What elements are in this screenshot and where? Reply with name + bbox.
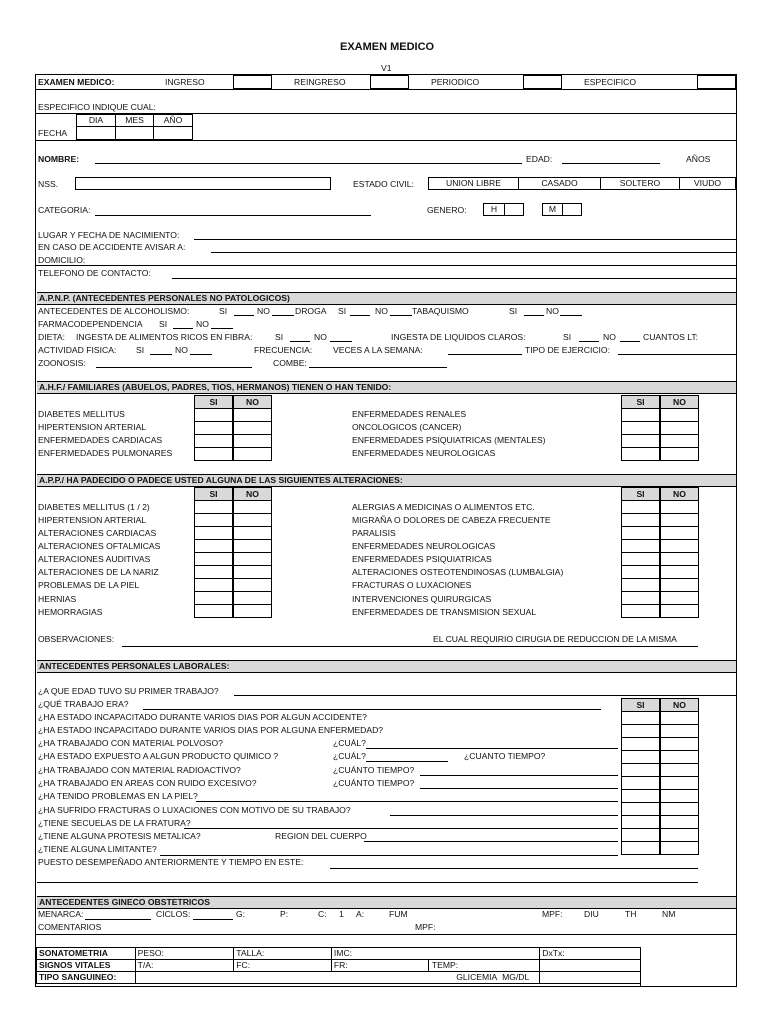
laborales-no-cell[interactable]	[660, 711, 699, 725]
ingreso-checkbox[interactable]	[233, 75, 272, 89]
q-limitante: ¿TIENE ALGUNA LIMITANTE?	[38, 844, 157, 854]
imc-cell[interactable]: IMC:	[331, 948, 539, 960]
comentarios-label: COMENTARIOS	[38, 922, 102, 932]
app-right-si-cell[interactable]	[621, 500, 660, 514]
cuantos-lt-label: CUANTOS LT:	[643, 332, 699, 342]
liquidos-no: NO	[603, 332, 616, 342]
alcoholismo-no-field[interactable]	[272, 315, 294, 316]
laborales-si-cell[interactable]	[621, 763, 660, 777]
exam-type-ingreso: INGRESO	[165, 77, 205, 87]
especifico-label: ESPECIFICO INDIQUE CUAL:	[38, 102, 156, 112]
fibra-si: SI	[275, 332, 284, 342]
farmaco-label: FARMACODEPENDENCIA	[38, 319, 143, 329]
laborales-title: ANTECEDENTES PERSONALES LABORALES:	[39, 661, 230, 671]
app-right-no-cell[interactable]	[660, 539, 699, 553]
app-left-no-cell[interactable]	[233, 552, 272, 566]
domicilio-label: DOMICILIO:	[38, 255, 86, 265]
ahf-right-col-no: NO	[660, 395, 699, 409]
divider	[35, 89, 737, 90]
estado-civil-casado[interactable]: CASADO	[518, 177, 601, 190]
app-right-si-cell[interactable]	[621, 539, 660, 553]
app-left-item: ALTERACIONES CARDIACAS	[38, 528, 157, 538]
laborales-no-cell[interactable]	[660, 724, 699, 738]
q-polvoso: ¿HA TRABAJADO CON MATERIAL POLVOSO?	[38, 738, 223, 748]
ahf-left-item: ENFERMEDADES PULMONARES	[38, 448, 173, 458]
actividad-label: ACTIVIDAD FISICA:	[38, 345, 117, 355]
fibra-si-field[interactable]	[290, 341, 310, 342]
liquidos-si: SI	[563, 332, 572, 342]
frame-left	[35, 74, 36, 987]
ahf-right-item: ENFERMEDADES NEUROLOGICAS	[352, 448, 496, 458]
ta-cell[interactable]: T/A:	[135, 960, 234, 972]
ciclos-label: CICLOS:	[156, 909, 191, 919]
sonatometria-label: SONATOMETRIA	[37, 948, 136, 960]
app-right-no-cell[interactable]	[660, 526, 699, 540]
nss-input[interactable]	[75, 177, 331, 190]
app-left-item: PROBLEMAS DE LA PIEL	[38, 580, 140, 590]
ahf-left-item: DIABETES MELLITUS	[38, 409, 125, 419]
region-field[interactable]	[364, 841, 618, 842]
app-right-no-cell[interactable]	[660, 578, 699, 592]
tabaquismo-si-field[interactable]	[524, 315, 544, 316]
edad-field[interactable]	[562, 163, 660, 164]
q-limitante-field[interactable]	[160, 855, 618, 856]
app-left-no-cell[interactable]	[233, 526, 272, 540]
laborales-no-cell[interactable]	[660, 737, 699, 751]
laborales-si-cell[interactable]	[621, 815, 660, 829]
q-trabajo-field[interactable]	[143, 709, 601, 710]
q-puesto: PUESTO DESEMPEÑADO ANTERIORMENTE Y TIEMPO EN ESTE:	[38, 857, 304, 867]
genero-h[interactable]: H	[483, 203, 505, 216]
combe-label: COMBE:	[273, 358, 307, 368]
apnp-header	[37, 292, 736, 305]
divider	[35, 934, 737, 935]
app-right-no-cell[interactable]	[660, 565, 699, 579]
domicilio-field[interactable]	[35, 265, 737, 266]
telefono-label: TELEFONO DE CONTACTO:	[38, 268, 151, 278]
fecha-dia-input[interactable]	[76, 126, 116, 140]
telefono-field[interactable]	[172, 278, 736, 279]
laborales-header	[37, 660, 736, 673]
alcoholismo-no: NO	[257, 306, 270, 316]
nm-label: NM	[662, 909, 676, 919]
cual-field[interactable]	[366, 761, 448, 762]
genero-m[interactable]: M	[542, 203, 563, 216]
p-label: P:	[280, 909, 289, 919]
app-left-si-cell[interactable]	[194, 552, 233, 566]
ahf-left-col-si: SI	[194, 395, 233, 409]
fecha-col-dia: DIA	[76, 114, 116, 127]
anos-label: AÑOS	[686, 154, 711, 164]
app-left-no-cell[interactable]	[233, 604, 272, 618]
app-right-si-cell[interactable]	[621, 565, 660, 579]
actividad-si-field[interactable]	[150, 354, 172, 355]
estado-civil-label: ESTADO CIVIL:	[353, 179, 414, 189]
laborales-col-no: NO	[660, 698, 699, 712]
app-right-item: PARALISIS	[352, 528, 396, 538]
genero-label: GENERO:	[427, 205, 467, 215]
ahf-left-item: ENFERMEDADES CARDIACAS	[38, 435, 163, 445]
ahf-right-no-cell[interactable]	[660, 447, 699, 461]
app-left-item: DIABETES MELLITUS (1 / 2)	[38, 502, 150, 512]
version-label: V1	[381, 63, 392, 73]
fecha-mes-input[interactable]	[115, 126, 154, 140]
q-edad-field[interactable]	[234, 695, 736, 696]
ahf-right-item: ENFERMEDADES PSIQUIATRICAS (MENTALES)	[352, 435, 546, 445]
ciclos-field[interactable]	[193, 919, 233, 920]
vitals-empty-cell[interactable]	[540, 972, 641, 984]
nss-label: NSS.	[38, 179, 59, 189]
app-right-item: MIGRAÑA O DOLORES DE CABEZA FRECUENTE	[352, 515, 551, 525]
fibra-no-field[interactable]	[330, 341, 352, 342]
cuanto-tiempo-label: ¿CUÁNTO TIEMPO?	[333, 765, 415, 775]
laborales-no-cell[interactable]	[660, 776, 699, 790]
laborales-si-cell[interactable]	[621, 841, 660, 855]
vitals-empty-cell[interactable]	[540, 960, 641, 972]
frame-bottom	[35, 986, 737, 987]
ahf-right-no-cell[interactable]	[660, 408, 699, 422]
q-quimico: ¿HA ESTADO EXPUESTO A ALGUN PRODUCTO QUIMICO ?	[38, 751, 279, 761]
fecha-ano-input[interactable]	[153, 126, 193, 140]
signos-label: SIGNOS VITALES	[37, 960, 136, 972]
ahf-left-si-cell[interactable]	[194, 434, 233, 448]
exam-label: EXAMEN MEDICO:	[38, 77, 115, 87]
vitals-right-border	[640, 947, 641, 987]
app-right-si-cell[interactable]	[621, 513, 660, 527]
especifico-checkbox[interactable]	[697, 75, 736, 89]
q-puesto-field-2[interactable]	[37, 882, 698, 883]
app-left-item: ALTERACIONES AUDITIVAS	[38, 554, 151, 564]
diu-label: DIU	[584, 909, 599, 919]
app-left-si-cell[interactable]	[194, 604, 233, 618]
exam-type-reingreso: REINGRESO	[294, 77, 346, 87]
nombre-label: NOMBRE:	[38, 154, 80, 164]
q-fracturas-field[interactable]	[390, 815, 618, 816]
exam-type-periodico: PERIODICO	[431, 77, 480, 87]
tipo-ejercicio-label: TIPO DE EJERCICIO:	[525, 345, 610, 355]
ahf-header	[37, 381, 736, 394]
cuanto-tiempo-label: ¿CUÁNTO TIEMPO?	[333, 778, 415, 788]
estado-civil-soltero[interactable]: SOLTERO	[600, 177, 680, 190]
laborales-no-cell[interactable]	[660, 789, 699, 803]
droga-si-field[interactable]	[350, 315, 370, 316]
app-right-col-si: SI	[621, 487, 660, 501]
q-radioactivo: ¿HA TRABAJADO CON MATERIAL RADIOACTIVO?	[38, 765, 241, 775]
app-header	[37, 474, 736, 487]
ahf-left-si-cell[interactable]	[194, 421, 233, 435]
app-right-item: ALTERACIONES OSTEOTENDINOSAS (LUMBALGIA)	[352, 567, 564, 577]
app-right-item: ALERGIAS A MEDICINAS O ALIMENTOS ETC.	[352, 502, 535, 512]
veces-semana-field[interactable]	[448, 354, 522, 355]
categoria-field[interactable]	[95, 215, 371, 216]
lugar-field[interactable]	[194, 239, 736, 240]
ahf-left-item: HIPERTENSION ARTERIAL	[38, 422, 147, 432]
estado-civil-union-libre[interactable]: UNION LIBRE	[428, 177, 519, 190]
apnp-title: A.P.N.P. (ANTECEDENTES PERSONALES NO PATOLOGICOS)	[39, 293, 290, 303]
app-right-no-cell[interactable]	[660, 591, 699, 605]
accidente-field[interactable]	[211, 252, 736, 253]
actividad-no: NO	[175, 345, 188, 355]
alcoholismo-si: SI	[219, 306, 228, 316]
app-left-no-cell[interactable]	[233, 565, 272, 579]
categoria-label: CATEGORIA:	[38, 205, 91, 215]
farmaco-no: NO	[196, 319, 209, 329]
laborales-no-cell[interactable]	[660, 841, 699, 855]
page-title: EXAMEN MEDICO	[340, 41, 435, 53]
laborales-col-si: SI	[621, 698, 660, 712]
app-left-no-cell[interactable]	[233, 500, 272, 514]
liquidos-no-field[interactable]	[620, 341, 640, 342]
ahf-right-si-cell[interactable]	[621, 434, 660, 448]
app-left-si-cell[interactable]	[194, 513, 233, 527]
q-edad: ¿A QUE EDAD TUVO SU PRIMER TRABAJO?	[38, 686, 219, 696]
farmaco-si-field[interactable]	[173, 328, 193, 329]
c-label: C:	[318, 909, 327, 919]
ahf-right-si-cell[interactable]	[621, 408, 660, 422]
tipo-sanguineo-label: TIPO SANGUINEO:	[37, 972, 136, 984]
app-left-no-cell[interactable]	[233, 578, 272, 592]
app-left-si-cell[interactable]	[194, 526, 233, 540]
fecha-label: FECHA	[38, 128, 68, 138]
app-right-col-no: NO	[660, 487, 699, 501]
ahf-left-no-cell[interactable]	[233, 447, 272, 461]
combe-field[interactable]	[309, 367, 447, 368]
droga-label: DROGA	[295, 306, 327, 316]
laborales-si-cell[interactable]	[621, 802, 660, 816]
temp-cell[interactable]: TEMP:	[431, 960, 459, 970]
app-left-no-cell[interactable]	[233, 513, 272, 527]
dxtx-cell[interactable]: DxTx:	[540, 948, 641, 960]
liquidos-si-field[interactable]	[579, 341, 599, 342]
laborales-si-cell[interactable]	[621, 776, 660, 790]
cuanto-tiempo-label: ¿CUANTO TIEMPO?	[464, 751, 546, 761]
glicemia-cell[interactable]	[135, 972, 540, 984]
q-protesis: ¿TIENE ALGUNA PROTESIS METALICA?	[38, 831, 201, 841]
divider	[35, 140, 737, 141]
ahf-right-item: ENFERMEDADES RENALES	[352, 409, 467, 419]
ahf-left-col-no: NO	[233, 395, 272, 409]
alcoholismo-si-field[interactable]	[234, 315, 254, 316]
cuanto-tiempo-field[interactable]	[420, 788, 618, 789]
app-left-si-cell[interactable]	[194, 578, 233, 592]
g-label: G:	[236, 909, 246, 919]
mgdl-label: MG/DL	[502, 972, 530, 982]
tipo-ejercicio-field[interactable]	[618, 354, 736, 355]
q-trabajo: ¿QUÉ TRABAJO ERA?	[38, 699, 129, 709]
glicemia-label: GLICEMIA	[456, 972, 498, 982]
ahf-left-si-cell[interactable]	[194, 447, 233, 461]
ahf-left-no-cell[interactable]	[233, 434, 272, 448]
farmaco-no-field[interactable]	[211, 328, 233, 329]
cual-field[interactable]	[366, 748, 618, 749]
app-right-si-cell[interactable]	[621, 578, 660, 592]
ahf-right-item: ONCOLOGICOS (CANCER)	[352, 422, 462, 432]
app-left-item: HERNIAS	[38, 594, 77, 604]
ahf-title: A.H.F./ FAMILIARES (ABUELOS, PADRES, TIOS, HERMANOS) TIENEN O HAN TENIDO:	[39, 382, 392, 392]
q-secuelas: ¿TIENE SECUELAS DE LA FRATURA?	[38, 818, 191, 828]
app-right-item: ENFERMEDADES PSIQUIATRICAS	[352, 554, 492, 564]
menarca-label: MENARCA:	[38, 909, 84, 919]
cuanto-tiempo-field[interactable]	[420, 775, 618, 776]
laborales-no-cell[interactable]	[660, 763, 699, 777]
app-left-no-cell[interactable]	[233, 591, 272, 605]
fecha-col-mes: MES	[115, 114, 154, 127]
observaciones-field[interactable]	[122, 646, 698, 647]
edad-label: EDAD:	[526, 154, 553, 164]
ahf-right-no-cell[interactable]	[660, 434, 699, 448]
gineco-title: ANTECEDENTES GINECO OBSTETRICOS	[39, 897, 210, 907]
fr-temp-cell	[331, 960, 539, 972]
app-left-item: HEMORRAGIAS	[38, 607, 103, 617]
fc-cell[interactable]: FC:	[234, 960, 332, 972]
laborales-si-cell[interactable]	[621, 750, 660, 764]
laborales-no-cell[interactable]	[660, 815, 699, 829]
app-right-si-cell[interactable]	[621, 526, 660, 540]
tabaquismo-no-field[interactable]	[560, 315, 582, 316]
tabaquismo-si: SI	[509, 306, 518, 316]
q-piel: ¿HA TENIDO PROBLEMAS EN LA PIEL?	[38, 791, 198, 801]
app-left-si-cell[interactable]	[194, 565, 233, 579]
peso-cell[interactable]: PESO:	[135, 948, 234, 960]
app-left-col-no: NO	[233, 487, 272, 501]
tabaquismo-no: NO	[546, 306, 559, 316]
q-secuelas-field[interactable]	[184, 828, 618, 829]
laborales-si-cell[interactable]	[621, 828, 660, 842]
th-label: TH	[625, 909, 637, 919]
laborales-no-cell[interactable]	[660, 802, 699, 816]
app-right-si-cell[interactable]	[621, 604, 660, 618]
app-right-no-cell[interactable]	[660, 552, 699, 566]
app-left-si-cell[interactable]	[194, 539, 233, 553]
reingreso-checkbox[interactable]	[370, 75, 409, 89]
ahf-right-no-cell[interactable]	[660, 421, 699, 435]
ahf-left-si-cell[interactable]	[194, 408, 233, 422]
estado-civil-viudo[interactable]: VIUDO	[679, 177, 736, 190]
lugar-label: LUGAR Y FECHA DE NACIMIENTO:	[38, 230, 180, 240]
app-right-si-cell[interactable]	[621, 591, 660, 605]
accidente-label: EN CASO DE ACCIDENTE AVISAR A:	[38, 242, 186, 252]
menarca-field[interactable]	[85, 919, 151, 920]
app-left-si-cell[interactable]	[194, 591, 233, 605]
vitals-table	[36, 947, 641, 984]
app-right-item: FRACTURAS O LUXACIONES	[352, 580, 472, 590]
tabaquismo-label: TABAQUISMO	[412, 306, 469, 316]
laborales-no-cell[interactable]	[660, 828, 699, 842]
q-enfermedad: ¿HA ESTADO INCAPACITADO DURANTE VARIOS DIAS POR ALGUNA ENFERMEDAD?	[38, 725, 384, 735]
ahf-left-no-cell[interactable]	[233, 421, 272, 435]
mpf2-label: MPF:	[415, 922, 436, 932]
laborales-si-cell[interactable]	[621, 737, 660, 751]
fr-cell[interactable]: FR:	[332, 960, 429, 971]
observaciones-label: OBSERVACIONES:	[38, 634, 115, 644]
q-puesto-field[interactable]	[330, 868, 698, 869]
app-left-col-si: SI	[194, 487, 233, 501]
droga-no: NO	[375, 306, 388, 316]
cual-label: ¿CUÁL?	[333, 751, 366, 761]
gineco-header	[37, 896, 736, 909]
zoonosis-label: ZOONOSIS:	[38, 358, 86, 368]
frame-right	[736, 74, 737, 987]
app-left-si-cell[interactable]	[194, 500, 233, 514]
q-piel-field[interactable]	[196, 801, 618, 802]
zoonosis-field[interactable]	[96, 367, 252, 368]
app-right-si-cell[interactable]	[621, 552, 660, 566]
talla-cell[interactable]: TALLA:	[234, 948, 332, 960]
app-left-item: ALTERACIONES OFTALMICAS	[38, 541, 161, 551]
app-title: A.P.P./ HA PADECIDO O PADECE USTED ALGUNA DE LAS SIGUIENTES ALTERACIONES:	[39, 475, 403, 485]
genero-h-checkbox[interactable]	[504, 203, 524, 216]
frecuencia-label: FRECUENCIA:	[254, 345, 313, 355]
farmaco-si: SI	[159, 319, 168, 329]
laborales-si-cell[interactable]	[621, 711, 660, 725]
ahf-left-no-cell[interactable]	[233, 408, 272, 422]
periodico-checkbox[interactable]	[523, 75, 562, 89]
app-right-no-cell[interactable]	[660, 513, 699, 527]
app-right-item: ENFERMEDADES NEUROLOGICAS	[352, 541, 496, 551]
alcoholismo-label: ANTECEDENTES DE ALCOHOLISMO:	[38, 306, 190, 316]
fibra-no: NO	[314, 332, 327, 342]
a-label: A:	[356, 909, 365, 919]
app-left-no-cell[interactable]	[233, 539, 272, 553]
app-right-no-cell[interactable]	[660, 604, 699, 618]
actividad-si: SI	[136, 345, 145, 355]
app-right-item: ENFERMEDADES DE TRANSMISION SEXUAL	[352, 607, 537, 617]
laborales-si-cell[interactable]	[621, 724, 660, 738]
nombre-field[interactable]	[95, 163, 522, 164]
ingesta-fibra-label: INGESTA DE ALIMENTOS RICOS EN FIBRA:	[76, 332, 253, 342]
actividad-no-field[interactable]	[190, 354, 212, 355]
laborales-no-cell[interactable]	[660, 750, 699, 764]
app-left-item: HIPERTENSION ARTERIAL	[38, 515, 147, 525]
c-value: 1	[339, 909, 344, 919]
droga-si: SI	[338, 306, 347, 316]
q-fracturas: ¿HA SUFRIDO FRACTURAS O LUXACIONES CON MOTIVO DE SU TRABAJO?	[38, 805, 351, 815]
app-right-item: INTERVENCIONES QUIRURGICAS	[352, 594, 492, 604]
app-left-item: ALTERACIONES DE LA NARIZ	[38, 567, 159, 577]
ahf-right-si-cell[interactable]	[621, 421, 660, 435]
region-label: REGION DEL CUERPO	[275, 831, 367, 841]
q-accidente: ¿HA ESTADO INCAPACITADO DURANTE VARIOS DIAS POR ALGUN ACCIDENTE?	[38, 712, 367, 722]
fecha-col-ano: AÑO	[153, 114, 193, 127]
q-ruido: ¿HA TRABAJADO EN AREAS CON RUIDO EXCESIVO?	[38, 778, 257, 788]
exam-type-especifico: ESPECIFICO	[584, 77, 637, 87]
cual-label: ¿CUÁL?	[333, 738, 366, 748]
ingesta-liquidos-label: INGESTA DE LIQUIDOS CLAROS:	[391, 332, 526, 342]
dieta-label: DIETA:	[38, 332, 66, 342]
fum-label: FUM	[389, 909, 408, 919]
app-right-no-cell[interactable]	[660, 500, 699, 514]
droga-no-field[interactable]	[390, 315, 412, 316]
laborales-si-cell[interactable]	[621, 789, 660, 803]
observaciones-text[interactable]: EL CUAL REQUIRIO CIRUGIA DE REDUCCION DE LA MISMA	[433, 634, 677, 644]
ahf-right-col-si: SI	[621, 395, 660, 409]
genero-m-checkbox[interactable]	[562, 203, 582, 216]
ahf-right-si-cell[interactable]	[621, 447, 660, 461]
veces-semana-label: VECES A LA SEMANA:	[333, 345, 423, 355]
mpf-label: MPF:	[542, 909, 563, 919]
